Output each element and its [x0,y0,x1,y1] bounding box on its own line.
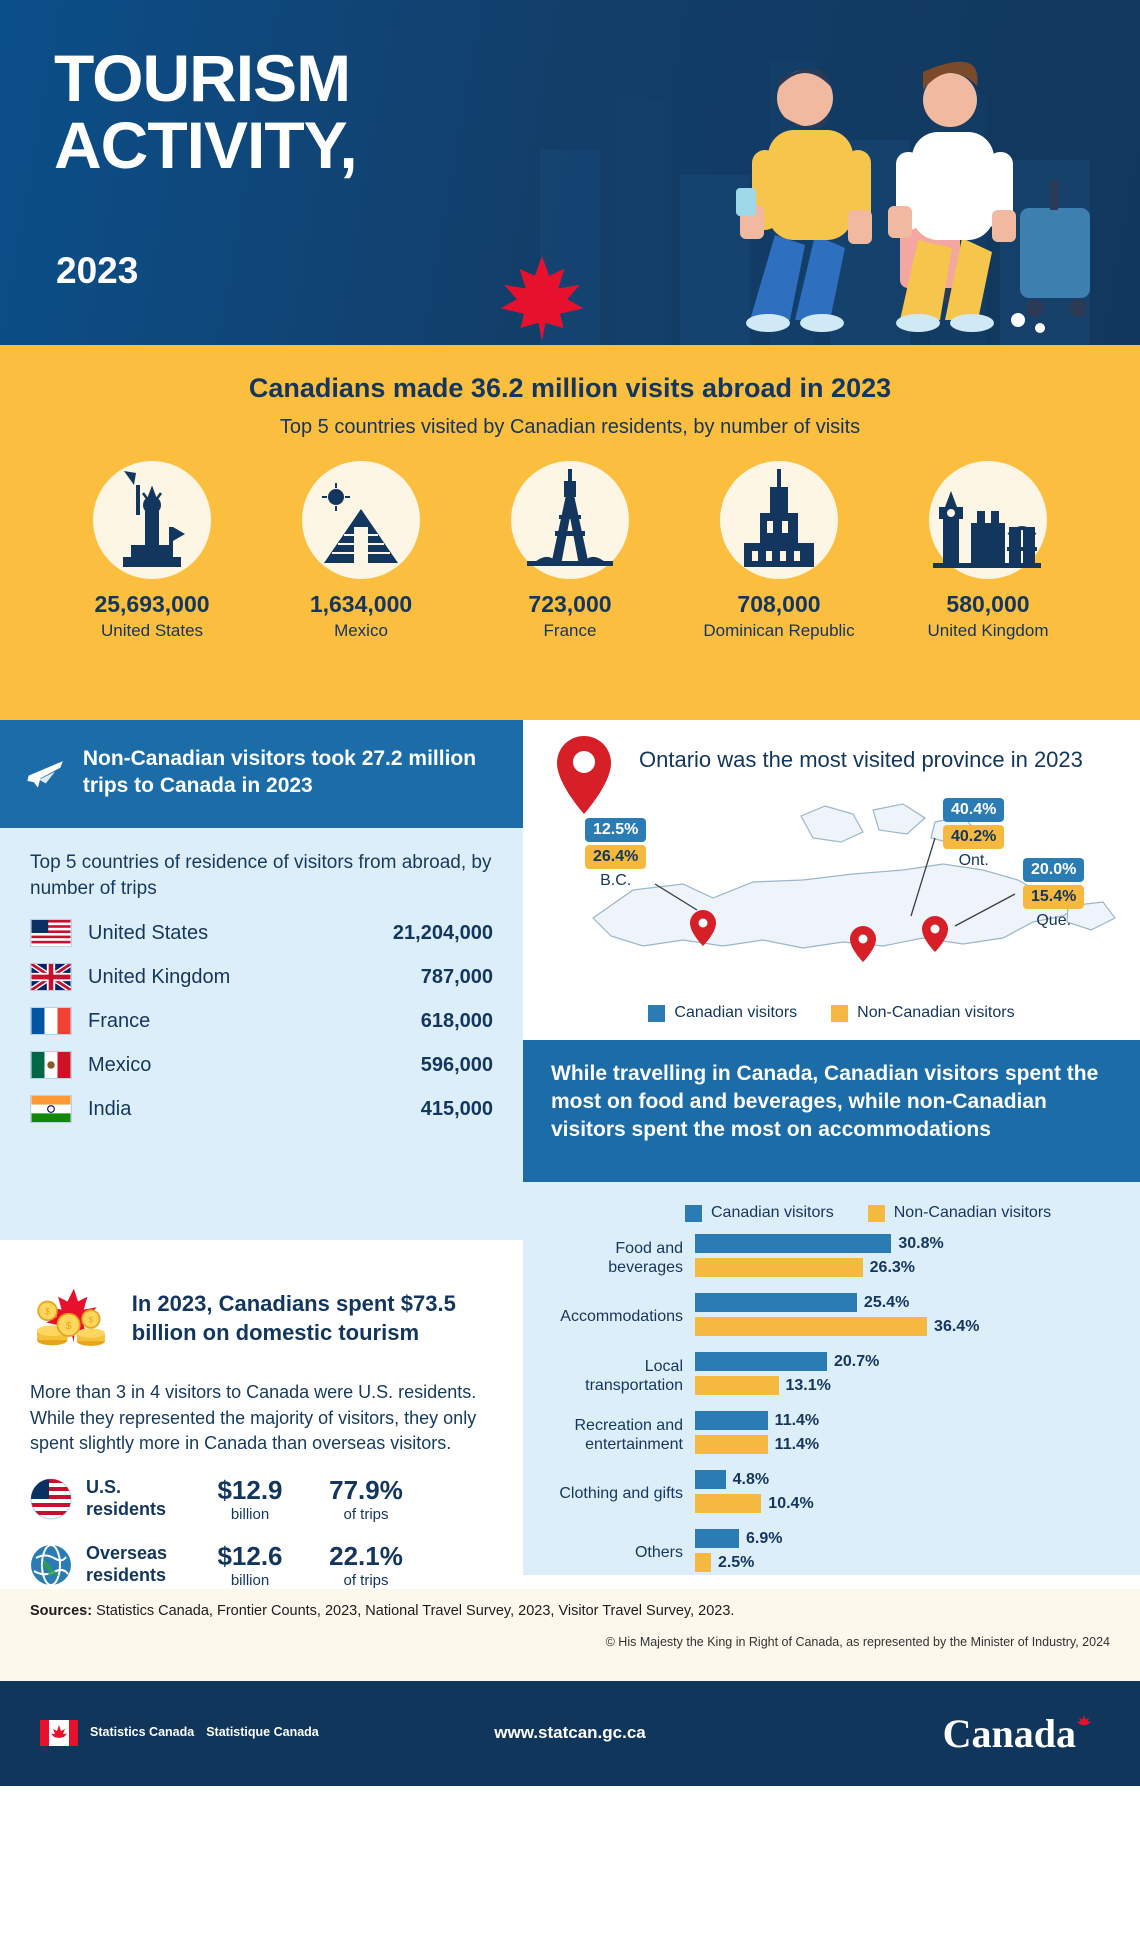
country-card [478,461,663,641]
bar-value-label: 13.1% [785,1376,831,1394]
footer [0,1681,1140,1786]
ont-label: Ont. [958,852,989,869]
bar-value-label: 30.8% [898,1234,944,1252]
title-line-1: TOURISM [54,41,351,115]
inbound-banner [0,720,523,828]
bar-pair [695,1234,1118,1282]
coins-maple-icon [30,1259,118,1379]
sources-label: Sources: [30,1602,93,1619]
amount-unit: billion [230,1571,270,1589]
us-flag-circle-icon [30,1478,72,1520]
country-name: United Kingdom [927,621,1049,640]
country-name: United States [100,621,204,640]
title-line-2: ACTIVITY, [54,108,357,183]
country-name: France [543,621,597,640]
bar-value-label: 10.4% [768,1494,814,1512]
country-value: 580,000 [946,591,1030,617]
left-column [0,720,523,1589]
residents-row [0,1541,523,1589]
legend-canadian [648,1004,797,1022]
residents-name: U.S. residents [86,1477,167,1519]
svg-text:$: $ [88,1315,94,1325]
residents-name: Overseas residents [86,1543,168,1585]
inbound-country-value: 21,204,000 [392,921,493,944]
que-noncanadian-value: 15.4% [1023,885,1084,909]
bar-row [695,1435,1118,1454]
bar-group [545,1411,1118,1459]
domestic-title: In 2023, Canadians spent $73.5 billion on domestic tourism [131,1291,456,1345]
spending-legend [685,1204,1118,1222]
share-unit: of trips [343,1571,389,1589]
legend-label: Canadian visitors [711,1204,834,1221]
bar-canadian [695,1470,726,1489]
inbound-country-name: Mexico [88,1053,152,1076]
inbound-countries-panel [0,828,523,1240]
bar-category-label: Clothing and gifts [559,1485,683,1503]
flag-uk-icon [30,963,72,991]
bar-value-label: 6.9% [745,1529,783,1547]
inbound-country-name: United States [88,921,209,944]
bar-pair [695,1529,1118,1577]
inbound-country-value: 596,000 [420,1053,493,1076]
bar-group [545,1234,1118,1282]
svg-text:$: $ [45,1306,50,1317]
bar-canadian [695,1293,857,1312]
bar-pair [695,1470,1118,1518]
bar-row [695,1293,1118,1312]
bc-label: B.C. [600,872,632,889]
visits-abroad-subheading: Top 5 countries visited by Canadian residents, by number of visits [279,416,861,438]
airplane-icon [26,745,67,801]
provinces-title: Ontario was the most visited province in 2023 [639,747,1083,772]
residents-share [306,1475,426,1523]
list-item [30,919,493,947]
inbound-country-value: 787,000 [420,965,493,988]
bar-row [695,1553,1118,1572]
bar-row [695,1529,1118,1548]
bar-row [695,1494,1118,1513]
flag-us-icon [30,919,72,947]
bar-value-label: 20.7% [833,1352,880,1370]
right-column [523,720,1140,1589]
bar-row [695,1317,1118,1336]
list-item [30,1051,493,1079]
bar-canadian [695,1352,827,1371]
bar-category-label: Local transportation [585,1357,683,1394]
bc-noncanadian-value: 26.4% [585,845,646,869]
bar-category-label: Accommodations [560,1308,683,1326]
map-legend [523,1004,1140,1022]
copyright-text: © His Majesty the King in Right of Canada, as represented by the Minister of Industry, 2024 [605,1634,1110,1649]
inbound-country-value: 415,000 [420,1097,493,1120]
wordmark-text: Canada [942,1710,1076,1756]
bar-non-canadian [695,1494,761,1513]
bar-row [695,1258,1118,1277]
inbound-lead: Top 5 countries of residence of visitors from abroad, by number of trips [30,852,492,899]
country-card [687,461,872,641]
bar-non-canadian [695,1376,779,1395]
amount-unit: billion [230,1505,270,1523]
legend-label: Canadian visitors [674,1004,798,1021]
share-value: 77.9% [329,1474,403,1505]
bar-row [695,1411,1118,1430]
sources-section [0,1589,1140,1681]
bar-group [545,1470,1118,1518]
travelers-illustration [600,20,1120,345]
que-canadian-value: 20.0% [1023,858,1084,882]
bar-value-label: 11.4% [774,1435,820,1453]
legend-swatch-blue [685,1205,702,1222]
ont-noncanadian-value: 40.2% [943,825,1004,849]
bar-row [695,1376,1118,1395]
mid-section [0,720,1140,1589]
residents-row [0,1475,523,1523]
bar-group [545,1529,1118,1577]
bar-value-label: 26.3% [869,1258,916,1276]
page-year: 2023 [56,250,139,291]
top-countries-visited-list [0,461,1140,641]
list-item [30,963,493,991]
bar-value-label: 25.4% [863,1293,910,1311]
share-unit: of trips [343,1505,389,1523]
statcan-fr: Statistique Canada [206,1725,319,1740]
legend-swatch-yellow [868,1205,885,1222]
eiffel-tower-icon [511,461,629,579]
amount-value: $12.9 [217,1474,283,1505]
footer-url[interactable]: www.statcan.gc.ca [494,1723,646,1743]
country-name: Mexico [334,621,388,640]
residents-amount [194,1541,306,1589]
canada-wordmark [943,1710,1094,1757]
bar-value-label: 11.4% [774,1411,820,1429]
bar-category-label: Recreation and entertainment [574,1416,683,1453]
bar-value-label: 36.4% [934,1317,980,1335]
legend-swatch-yellow [831,1005,848,1022]
bar-canadian [695,1411,768,1430]
obelisk-icon [720,461,838,579]
country-value: 1,634,000 [309,591,413,617]
maple-leaf-icon [497,250,587,345]
country-card [60,461,245,641]
residents-share [306,1541,426,1589]
legend-canadian [685,1204,834,1222]
country-card [896,461,1081,641]
bar-row [695,1470,1118,1489]
list-item [30,1007,493,1035]
bar-non-canadian [695,1435,768,1454]
callout-bc [585,818,646,890]
bar-canadian [695,1234,891,1253]
domestic-spending-header [0,1240,523,1380]
bc-canadian-value: 12.5% [585,818,646,842]
country-value: 708,000 [737,591,821,617]
inbound-country-name: India [88,1097,132,1120]
ont-canadian-value: 40.4% [943,798,1004,822]
legend-swatch-blue [648,1005,665,1022]
callout-ont [943,798,1004,870]
statue-of-liberty-icon [93,461,211,579]
legend-label: Non-Canadian visitors [857,1004,1015,1021]
provinces-map-panel [523,720,1140,1040]
bar-row [695,1352,1118,1371]
bar-value-label: 2.5% [717,1553,755,1571]
country-value: 723,000 [528,591,612,617]
country-name: Dominican Republic [703,621,855,640]
big-ben-icon [929,461,1047,579]
bar-pair [695,1293,1118,1341]
inbound-banner-text: Non-Canadian visitors took 27.2 million trips to Canada in 2023 [82,747,477,797]
bar-non-canadian [695,1317,927,1336]
sources-text: Statistics Canada, Frontier Counts, 2023, National Travel Survey, 2023, Visitor Travel Survey, 2023. [96,1602,735,1619]
header [0,0,1140,345]
flag-in-icon [30,1095,72,1123]
bar-non-canadian [695,1553,711,1572]
bar-group [545,1352,1118,1400]
svg-text:$: $ [65,1319,72,1332]
visits-abroad-heading: Canadians made 36.2 million visits abroad in 2023 [248,373,892,403]
legend-label: Non-Canadian visitors [893,1204,1052,1221]
flag-mx-icon [30,1051,72,1079]
bar-group [545,1293,1118,1341]
inbound-country-name: United Kingdom [88,965,231,988]
country-value: 25,693,000 [94,591,210,617]
bar-canadian [695,1529,739,1548]
callout-que [1023,858,1084,930]
wordmark-flag-icon [1074,1715,1094,1729]
bar-category-label: Food and beverages [608,1239,683,1276]
spending-banner: While travelling in Canada, Canadian visitors spent the most on food and beverages, while non-Canadian visitors spent the most on accommodations [523,1040,1140,1182]
domestic-paragraph: More than 3 in 4 visitors to Canada were U.S. residents. While they represented the majority of visitors, they only spent slightly more in Canada than overseas visitors. [0,1380,523,1457]
flag-fr-icon [30,1007,72,1035]
page-title [54,41,357,183]
inbound-country-name: France [88,1009,151,1032]
residents-amount [194,1475,306,1523]
share-value: 22.1% [329,1540,403,1571]
legend-non-canadian [831,1004,1014,1022]
spending-bar-groups [545,1234,1118,1577]
country-card [269,461,454,641]
inbound-country-value: 618,000 [420,1009,493,1032]
spending-chart [523,1182,1140,1575]
bar-category-label: Others [634,1544,683,1562]
pyramid-icon [302,461,420,579]
bar-row [695,1234,1118,1253]
bar-non-canadian [695,1258,863,1277]
visits-abroad-section [0,345,1140,720]
bar-pair [695,1352,1118,1400]
bar-pair [695,1411,1118,1459]
bar-value-label: 4.8% [732,1470,770,1488]
amount-value: $12.6 [217,1540,283,1571]
globe-icon [30,1544,72,1586]
list-item [30,1095,493,1123]
legend-non-canadian [868,1204,1051,1222]
que-label: Que. [1036,912,1072,929]
statcan-en: Statistics Canada [90,1725,195,1740]
